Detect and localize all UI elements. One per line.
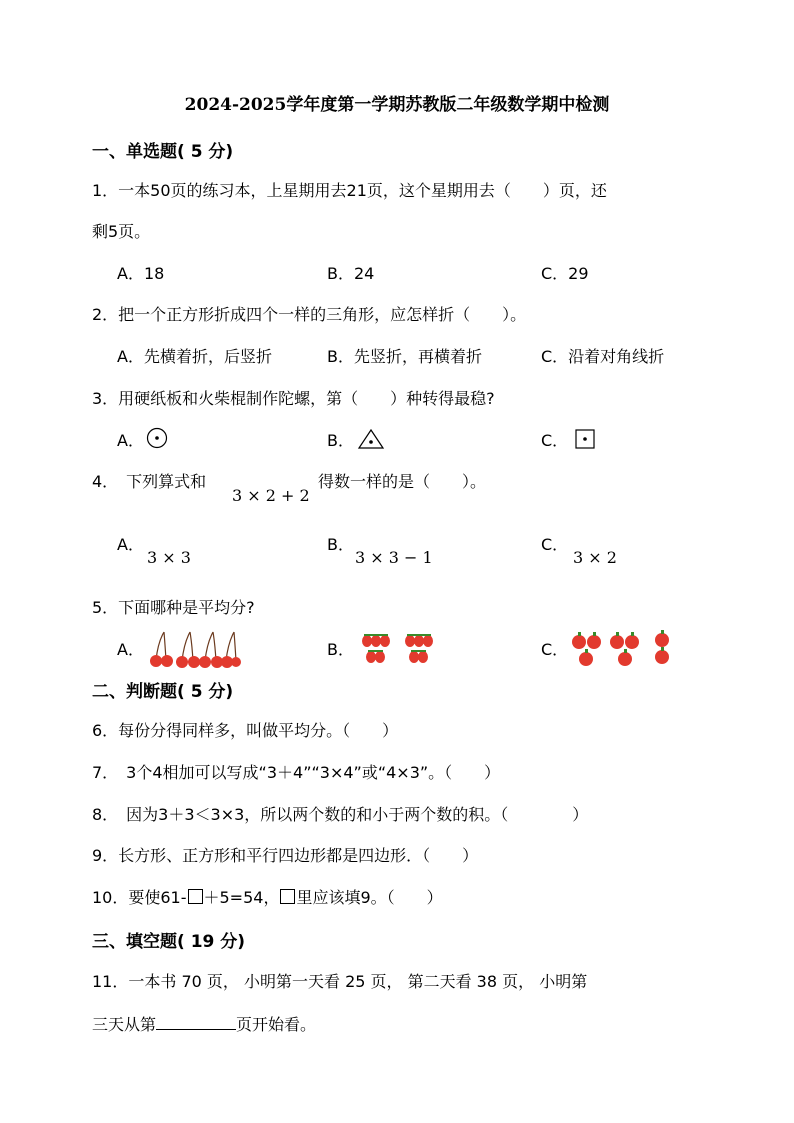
section-heading-true-false: 二、判断题( 5 分) (92, 682, 234, 702)
circle-top-icon (146, 427, 168, 449)
q2-option-c[interactable]: C．沿着对角线折 (541, 347, 665, 366)
triangle-top-icon (357, 428, 385, 450)
q10-part-3: 里应该填9。（ ） (296, 888, 443, 907)
q4-option-b-expression: 3 × 3 − 1 (355, 548, 433, 567)
question-7-text: 7． 3个4相加可以写成“3＋4”“3×4”或“4×3”。（ ） (92, 763, 501, 782)
q10-part-2: ＋5=54， (203, 888, 280, 907)
question-1-text: 1．一本50页的练习本，上星期用去21页，这个星期用去（ ）页，还 (92, 181, 607, 200)
section-heading-fill-in: 三、填空题( 19 分) (92, 932, 246, 952)
q4-option-a[interactable]: A． (117, 535, 144, 554)
question-11-text: 11．一本书 70 页， 小明第一天看 25 页， 第二天看 38 页， 小明第 (92, 972, 588, 991)
cherries-icon (146, 628, 242, 670)
q2-option-b[interactable]: B．先竖折，再横着折 (327, 347, 482, 366)
blank-box-icon (280, 889, 295, 904)
apples-icon (570, 630, 674, 670)
q1-option-b[interactable]: B．24 (327, 264, 375, 283)
q3-option-c[interactable]: C． (541, 431, 569, 450)
question-4-text: 4． 下列算式和 (92, 472, 207, 491)
question-10-text (92, 885, 443, 908)
q5-option-c[interactable]: C． (541, 640, 569, 659)
q5-option-b[interactable]: B． (327, 640, 354, 659)
question-11-text-cont (92, 1012, 316, 1035)
question-9-text: 9．长方形、正方形和平行四边形都是四边形．（ ） (92, 846, 479, 865)
q11-part-1: 三天从第 (92, 1015, 157, 1034)
q11-part-2: 页开始看。 (236, 1015, 317, 1034)
blank-box-icon (188, 889, 203, 904)
section-heading-single-choice: 一、单选题( 5 分) (92, 142, 234, 162)
q4-option-b[interactable]: B． (327, 535, 354, 554)
question-1-text-cont: 剩5页。 (92, 222, 151, 241)
q1-option-a[interactable]: A．18 (117, 264, 165, 283)
question-6-text: 6．每份分得同样多，叫做平均分。（ ） (92, 721, 399, 740)
question-2-text: 2．把一个正方形折成四个一样的三角形，应怎样折（ ）。 (92, 305, 527, 324)
exam-title: 2024-2025学年度第一学期苏教版二年级数学期中检测 (184, 95, 610, 115)
question-3-text: 3．用硬纸板和火柴棍制作陀螺，第（ ）种转得最稳? (92, 389, 495, 408)
q4-option-c[interactable]: C． (541, 535, 569, 554)
q4-option-c-expression: 3 × 2 (573, 548, 617, 567)
q3-option-b[interactable]: B． (327, 431, 354, 450)
q2-option-a[interactable]: A．先横着折，后竖折 (117, 347, 272, 366)
question-8-text: 8． 因为3＋3＜3×3，所以两个数的和小于两个数的积。（ ） (92, 805, 589, 824)
q4-option-a-expression: 3 × 3 (147, 548, 191, 567)
q11-answer-blank[interactable] (156, 1013, 236, 1030)
q10-part-1: 10．要使61- (92, 888, 187, 907)
question-5-text: 5．下面哪种是平均分? (92, 598, 255, 617)
q1-option-c[interactable]: C．29 (541, 264, 589, 283)
question-4-text-suffix: 得数一样的是（ ）。 (318, 472, 487, 491)
q5-option-a[interactable]: A． (117, 640, 144, 659)
q4-expression: 3 × 2 + 2 (232, 486, 310, 505)
strawberries-icon (360, 632, 440, 668)
square-top-icon (574, 428, 596, 450)
q3-option-a[interactable]: A． (117, 431, 144, 450)
